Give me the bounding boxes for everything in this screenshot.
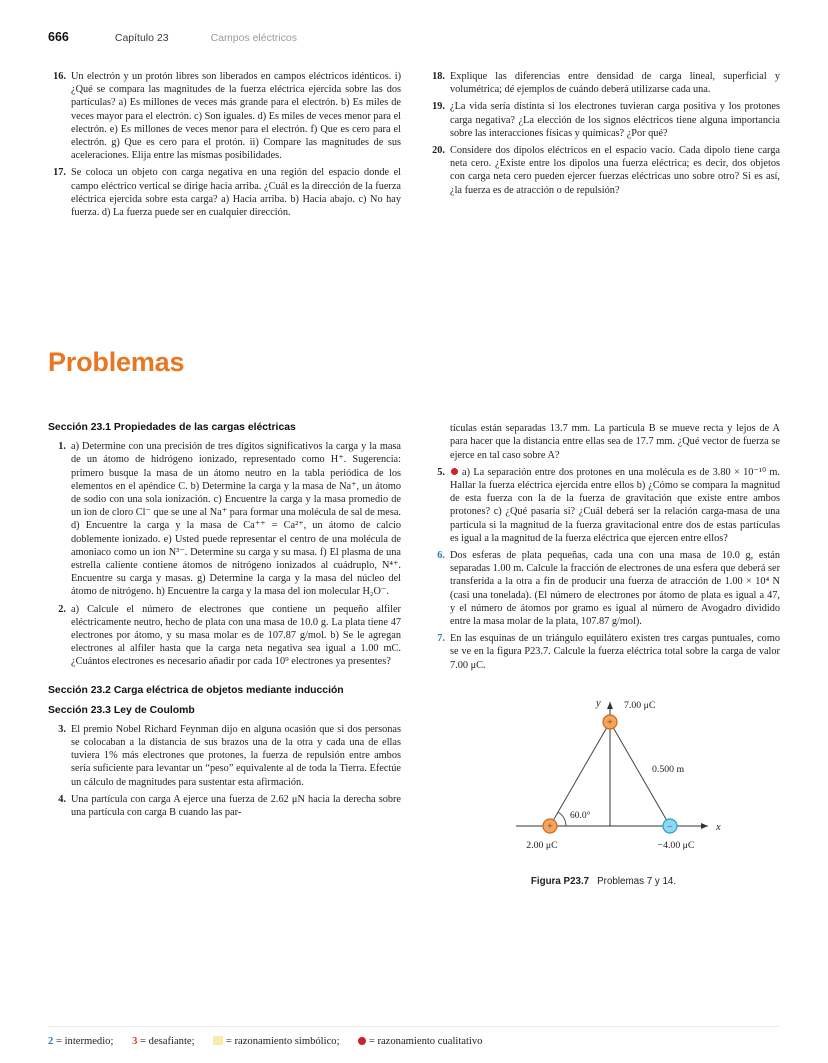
page-header xyxy=(48,30,780,44)
figure-p23-7 xyxy=(478,688,730,887)
problem-text-body: a) La separación entre dos protones en una molécula es de 3.80 × 10⁻¹⁰ m. Hallar la fuerza eléctrica ejercida entre ellos b) ¿Cómo se compara la magnitud de esta fuerza con la de la fuerza de gravitación que existe entre ambos protones? c) ¿Qué pasaría si? ¿Cuál deberá ser la relación carga-masa de una partícula si la magnitud de la fuerza gravitacional entre dos de estas partículas es igual a la magnitud de la fuerza eléctrica que ejercen entre ellos? xyxy=(450,466,780,544)
problem-text xyxy=(450,466,780,545)
x-axis-arrow-icon xyxy=(701,823,708,829)
plus-sign: + xyxy=(606,717,613,729)
chapter-label: Capítulo 23 xyxy=(114,32,169,44)
angle-arc xyxy=(558,812,566,826)
bottom-right-charge-label: −4.00 μC xyxy=(657,839,694,851)
symbolic-reasoning-square-icon xyxy=(213,1036,223,1045)
problem-item xyxy=(427,466,780,545)
question-text: Un electrón y un protón libres son liberados en campos eléctricos idénticos. i) ¿Qué se compara las magnitudes de la fuerza eléctrica ejercida sobre las dos partículas? a) Es millones de veces más grande para el electrón. b) Es miles de veces mayor para el electrón. c) Son iguales. d) Es miles de veces menor para el electrón. e) Es millones de veces menor para el electrón. f) Que es cero para el electrón. g) Que es cero para el protón. ii) Compare las magnitudes de sus aceleraciones. Elija entre las mismas posibilidades. xyxy=(71,71,401,162)
legend-text: = desafiante; xyxy=(140,1036,195,1047)
question-number: 20. xyxy=(432,145,445,157)
problem-text: En las esquinas de un triángulo equilátero existen tres cargas puntuales, como se ve en la figura P23.7. Calcule la fuerza eléctrica total sobre la carga de valor 7.00 μC. xyxy=(450,633,780,671)
legend-item-challenging xyxy=(132,1036,194,1047)
question-text: ¿La vida sería distinta si los electrones tuvieran carga positiva y los protones carga negativa? ¿La elección de los signos eléctricos tiene alguna importancia sobre las interacciones físicas y químicas? ¿Por qué? xyxy=(450,101,780,139)
difficulty-legend xyxy=(48,1026,780,1047)
question-item xyxy=(427,100,780,140)
triangle-charges-diagram xyxy=(478,688,730,866)
questions-left-column xyxy=(48,70,401,223)
qualitative-reasoning-dot-icon xyxy=(451,468,458,475)
problem-number: 6. xyxy=(437,550,445,562)
problem-item xyxy=(427,549,780,628)
problem-text: Dos esferas de plata pequeñas, cada una con una masa de 10.0 g, están separadas 1.00 m. Calcule la fracción de electrones de una esfera que deberá ser transferida a la otra a fin de producir una fuerza de atracción de 1.00 × 10⁴ N (casi una tonelada). (El número de electrones por átomo de plata es igual a 47, y el número de átomos por gramo es igual al número de Avogadro dividido entre la masa molar de la plata, 107.87 g/mol). xyxy=(450,550,780,628)
plus-sign: + xyxy=(546,821,553,833)
question-text: Explique las diferencias entre densidad de carga lineal, superficial y volumétrica; dé ejemplos de cuándo deberá utilizarse cada una. xyxy=(450,71,780,96)
problem-item xyxy=(48,440,401,598)
problem-number: 3. xyxy=(58,723,66,735)
angle-label: 60.0° xyxy=(569,810,590,821)
problems-heading: Problemas xyxy=(48,347,185,378)
question-number: 17. xyxy=(53,167,66,179)
legend-text: = razonamiento simbólico; xyxy=(225,1036,340,1047)
problems-left-column xyxy=(48,422,401,887)
question-text: Se coloca un objeto con carga negativa en una región del espacio donde el campo eléctrico vertical se dirige hacia arriba. ¿Cuál es la dirección de la fuerza eléctrica ejercida sobre esta carga? a) Hacia arriba. b) Hacia abajo. c) No hay fuerza. d) La fuerza puede ser en cualquier dirección. xyxy=(71,167,401,219)
question-number: 19. xyxy=(432,101,445,113)
questions-right-column xyxy=(427,70,780,223)
x-axis-label: x xyxy=(715,821,721,833)
question-text: Considere dos dipolos eléctricos en el espacio vacío. Cada dipolo tiene carga neta cero. ¿Existe entre los dipolos una fuerza eléctrica; es decir, dos objetos con carga neta cero pueden ejercer fuerzas eléctricas uno sobre otro? Si es así, ¿la fuerza es de atracción o de repulsión? xyxy=(450,145,780,196)
figure-caption-label: Figura P23.7 xyxy=(530,875,590,887)
questions-section xyxy=(48,70,780,223)
level-2-symbol: 2 xyxy=(48,1036,54,1047)
page-number: 666 xyxy=(48,30,69,44)
section-heading-23-1: Sección 23.1 Propiedades de las cargas eléctricas xyxy=(48,422,296,434)
question-item xyxy=(48,166,401,219)
legend-item-intermediate xyxy=(48,1036,113,1047)
y-axis-arrow-icon xyxy=(607,702,613,709)
chapter-title: Campos eléctricos xyxy=(210,32,297,44)
problems-section xyxy=(48,422,780,887)
figure-caption xyxy=(478,876,730,887)
problem-item xyxy=(48,603,401,669)
problem-number: 4. xyxy=(58,793,66,805)
problem-number: 2. xyxy=(58,603,66,615)
problem-number: 7. xyxy=(437,633,445,645)
problem-item xyxy=(48,793,401,819)
minus-sign: − xyxy=(666,821,673,833)
bottom-left-charge-label: 2.00 μC xyxy=(525,839,558,851)
level-3-symbol: 3 xyxy=(132,1036,138,1047)
problem-text: a) Calcule el número de electrones que contiene un pequeño alfiler eléctricamente neutro, hecho de plata con una masa de 10.0 g. La plata tiene 47 electrones por átomo, y su masa molar es de 107.87 g/mol. b) Se le agregan electrones al alfiler hasta que la carga neta negativa sea igual a 1.00 mC. ¿Cuántos electrones es necesario añadir por cada 10⁹ electrones ya presentes? xyxy=(71,603,401,668)
section-heading-23-3: Sección 23.3 Ley de Coulomb xyxy=(48,704,195,716)
problem-number: 5. xyxy=(437,466,445,478)
problem-text: tículas están separadas 13.7 mm. La partícula B se mueve recta y lejos de A para hacer que la distancia entre ellas sea de 17.7 mm. ¿Qué vector de fuerza se ejerce en tal caso sobre A? xyxy=(450,423,780,461)
legend-item-qualitative xyxy=(358,1036,482,1047)
side-length-label: 0.500 m xyxy=(651,763,684,775)
problems-right-column xyxy=(427,422,780,887)
question-number: 16. xyxy=(53,71,66,82)
question-number: 18. xyxy=(432,71,445,82)
y-axis-label: y xyxy=(595,697,601,709)
legend-text: = razonamiento cualitativo xyxy=(368,1036,483,1047)
problem-item xyxy=(427,632,780,672)
question-item xyxy=(427,70,780,96)
problem-number: 1. xyxy=(58,441,66,453)
top-charge-label: 7.00 μC xyxy=(623,699,655,711)
legend-text: = intermedio; xyxy=(55,1036,114,1047)
qualitative-reasoning-dot-icon xyxy=(358,1037,366,1045)
problem-text: El premio Nobel Richard Feynman dijo en alguna ocasión que si dos personas se colocaban a la distancia de sus brazos una de la otra y cada una de ellas tuviera 1% más electrones que protones, la fuerza de repulsión entre ambos sería suficiente para levantar un “peso” equivalente al de toda la Tierra. Efectúe un cálculo de magnitudes para sustentar esta afirmación. xyxy=(71,723,401,788)
question-item xyxy=(48,70,401,162)
section-heading-23-2: Sección 23.2 Carga eléctrica de objetos mediante inducción xyxy=(48,684,344,696)
problem-item xyxy=(48,723,401,789)
problem-continuation xyxy=(427,422,780,462)
question-item xyxy=(427,144,780,197)
problem-number-spacer xyxy=(427,422,450,462)
problem-text: Una partícula con carga A ejerce una fuerza de 2.62 μN hacia la derecha sobre una partícula con carga B cuando las par- xyxy=(71,793,401,818)
legend-item-symbolic xyxy=(213,1036,339,1047)
figure-caption-text: Problemas 7 y 14. xyxy=(597,875,677,887)
problem-text: a) Determine con una precisión de tres dígitos significativos la carga y la masa de un átomo de hidrógeno ionizado, representado como H⁺. Sugerencia: primero busque la masa de un átomo neutro en la tabla periódica de los elementos en el apéndice C. b) Determine la carga y la masa de Na⁺, un átomo de sodio con una sola ionización. c) Encuentre la carga y la masa promedio de un ion de cloro Cl⁻ que se une al Na⁺ para formar una molécula de sal de mesa. d) Encuentre la carga y la masa de Ca⁺⁺ = Ca²⁺, un átomo de calcio doblemente ionizado. e) Usted puede representar el centro de una molécula de amoniaco como un ion N³⁻. Determine su carga y su masa. f) El plasma de una estrella caliente contiene átomos de nitrógeno ionizados al cuádruplo, N⁴⁺. Encuentre su carga y masas. g) Determine la carga y la masa del núcleo del átomo de nitrógeno. h) Encuentre la carga y la masa del ion molecular H₂O⁻. xyxy=(71,441,401,598)
